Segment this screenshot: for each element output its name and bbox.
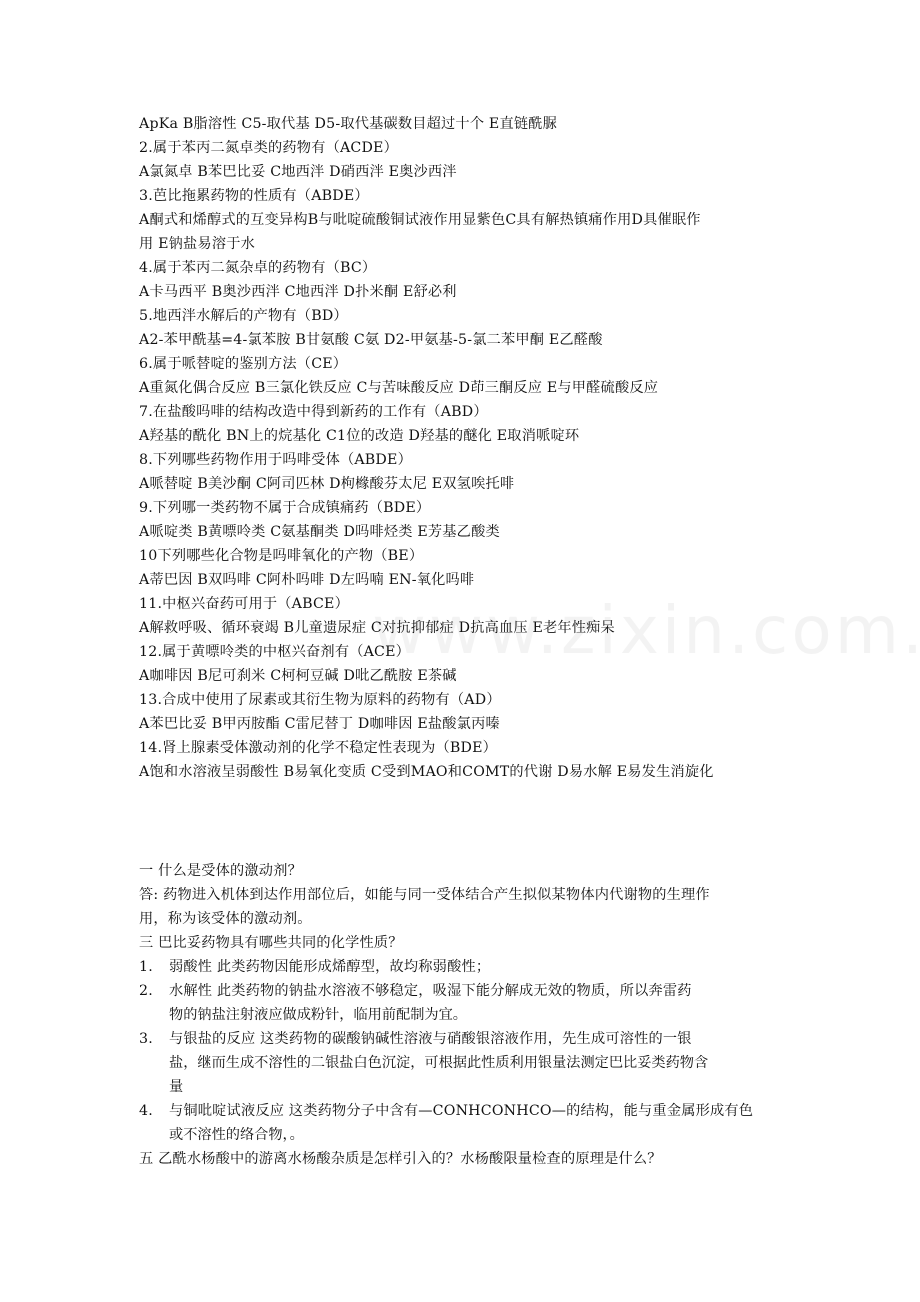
mc-line: 9.下列哪一类药物不属于合成镇痛药（BDE）	[139, 500, 431, 516]
property-item-3-cont-1: 盐，继而生成不溶性的二银盐白色沉淀，可根据此性质利用银量法测定巴比妥类药物含	[169, 1055, 709, 1071]
mc-line: 2.属于苯丙二氮卓类的药物有（ACDE）	[139, 140, 398, 156]
mc-line: 用 E钠盐易溶于水	[139, 236, 255, 252]
mc-line: 3.芭比拖累药物的性质有（ABDE）	[139, 188, 369, 204]
mc-line: 6.属于哌替啶的鉴别方法（CE）	[139, 356, 348, 372]
mc-line: 14.肾上腺素受体激动剂的化学不稳定性表现为（BDE）	[139, 740, 498, 756]
question-5-title: 五 乙酰水杨酸中的游离水杨酸杂质是怎样引入的？水杨酸限量检查的原理是什么？	[139, 1151, 662, 1167]
mc-line: A卡马西平 B奥沙西泮 C地西泮 D扑米酮 E舒必利	[139, 284, 457, 300]
property-number: 1.	[139, 959, 153, 975]
answer-1-line-1: 答: 药物进入机体到达作用部位后，如能与同一受体结合产生拟似某物体内代谢物的生理作	[139, 887, 710, 903]
property-item-3-cont-2: 量	[169, 1079, 184, 1095]
property-text: 与铜吡啶试液反应 这类药物分子中含有—CONHCONHCO—的结构，能与重金属形成有色	[169, 1103, 754, 1119]
property-text: 与银盐的反应 这类药物的碳酸钠碱性溶液与硝酸银溶液作用，先生成可溶性的一银	[169, 1031, 692, 1047]
question-1-title: 一 什么是受体的激动剂？	[139, 863, 302, 879]
mc-line: A哌替啶 B美沙酮 C阿司匹林 D枸橼酸芬太尼 E双氢唉托啡	[139, 476, 515, 492]
mc-line: 10下列哪些化合物是吗啡氧化的产物（BE）	[139, 548, 424, 564]
mc-line: A重氮化偶合反应 B三氯化铁反应 C与苦味酸反应 D茚三酮反应 E与甲醛硫酸反应	[139, 380, 659, 396]
property-item-1	[139, 958, 490, 976]
mc-line: 8.下列哪些药物作用于吗啡受体（ABDE）	[139, 452, 412, 468]
property-text: 弱酸性 此类药物因能形成烯醇型，故均称弱酸性；	[169, 959, 491, 975]
property-item-4	[139, 1102, 753, 1120]
mc-line: A饱和水溶液呈弱酸性 B易氧化变质 C受到MAO和COMT的代谢 D易水解 E易发生消旋化	[139, 764, 714, 780]
mc-line: A蒂巴因 B双吗啡 C阿朴吗啡 D左吗喃 EN-氧化吗啡	[139, 572, 475, 588]
mc-line: A氯氮卓 B苯巴比妥 C地西泮 D硝西泮 E奥沙西泮	[139, 164, 457, 180]
question-3-title: 三 巴比妥药物具有哪些共同的化学性质？	[139, 935, 403, 951]
mc-line: A苯巴比妥 B甲丙胺酯 C雷尼替丁 D咖啡因 E盐酸氯丙嗪	[139, 716, 500, 732]
property-item-4-cont: 或不溶性的络合物，。	[169, 1127, 304, 1143]
answer-1-line-2: 用，称为该受体的激动剂。	[139, 911, 312, 927]
mc-line: A2-苯甲酰基=4-氯苯胺 B甘氨酸 C氨 D2-甲氨基-5-氯二苯甲酮 E乙醛酸	[139, 332, 603, 348]
mc-line: A羟基的酰化 BN上的烷基化 C1位的改造 D羟基的醚化 E取消哌啶环	[139, 428, 580, 444]
mc-line: 13.合成中使用了尿素或其衍生物为原料的药物有（AD）	[139, 692, 501, 708]
mc-line: A哌啶类 B黄嘌呤类 C氨基酮类 D吗啡烃类 E芳基乙酸类	[139, 524, 500, 540]
property-number: 3.	[139, 1031, 153, 1047]
mc-line: 4.属于苯丙二氮杂卓的药物有（BC）	[139, 260, 377, 276]
mc-line: 11.中枢兴奋药可用于（ABCE）	[139, 596, 349, 612]
mc-line: 5.地西泮水解后的产物有（BD）	[139, 308, 348, 324]
mc-line: ApKa B脂溶性 C5-取代基 D5-取代基碳数目超过十个 E直链酰脲	[139, 116, 558, 132]
property-number: 2.	[139, 983, 153, 999]
property-text: 水解性 此类药物的钠盐水溶液不够稳定，吸湿下能分解成无效的物质，所以奔雷药	[169, 983, 692, 999]
property-item-3	[139, 1030, 692, 1048]
mc-line: A解救呼吸、循环衰竭 B儿童遗尿症 C对抗抑郁症 D抗高血压 E老年性痴呆	[139, 620, 615, 636]
mc-line: A咖啡因 B尼可刹米 C柯柯豆碱 D吡乙酰胺 E茶碱	[139, 668, 457, 684]
property-item-2	[139, 982, 692, 1000]
mc-line: 7.在盐酸吗啡的结构改造中得到新药的工作有（ABD）	[139, 404, 488, 420]
property-number: 4.	[139, 1103, 153, 1119]
mc-line: A酮式和烯醇式的互变异构B与吡啶硫酸铜试液作用显紫色C具有解热镇痛作用D具催眠作	[139, 212, 701, 228]
mc-line: 12.属于黄嘌呤类的中枢兴奋剂有（ACE）	[139, 644, 411, 660]
property-item-2-cont: 物的钠盐注射液应做成粉针，临用前配制为宜。	[169, 1007, 467, 1023]
